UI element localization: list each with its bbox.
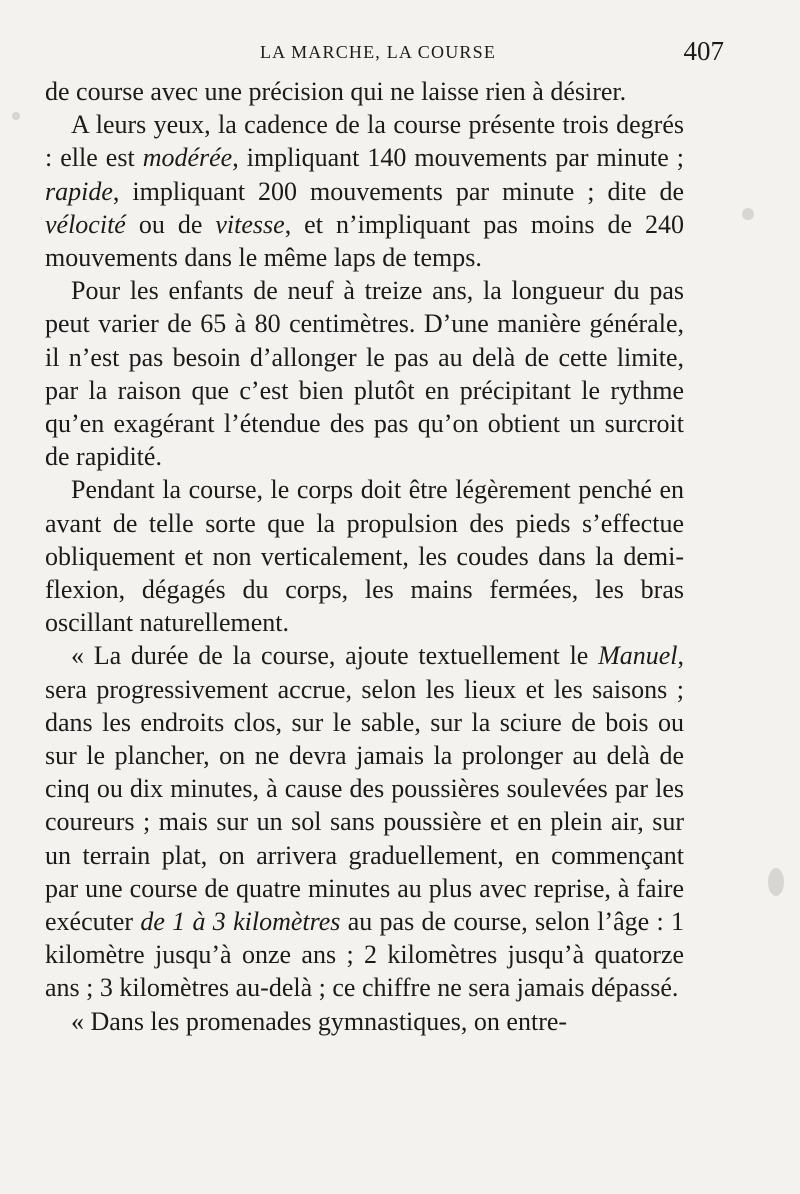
text-run: Pendant la course, le corps doit être légèrement penché en avant de telle sorte que la propulsion des pieds s’effectue obliquement et non verticalement, les coudes dans la demi-flexion, dégagés du corps, les mains fermées, les bras oscillant naturellement. [45,475,684,638]
text-run: au pas de course, selon l’âge : 1 kilomètre jusqu’à onze ans ; 2 kilomètres jusqu’à quatorze ans ; 3 kilomètres au-delà ; ce chiffre ne sera jamais dépassé. [45,907,684,1003]
text-run: « Dans les promenades gymnastiques, on entre- [71,1006,568,1036]
paper-spot [742,208,754,220]
paragraph [45,274,684,473]
paper-spot [12,112,20,120]
text-run: Pour les enfants de neuf à treize ans, la longueur du pas peut varier de 65 à 80 centimètres. D’une manière générale, il n’est pas besoin d’allonger le pas au delà de cette limite, par la raison que c’est bien plutôt en précipitant le rythme qu’en exagérant l’étendue des pas qu’on obtient un surcroit de rapidité. [45,276,684,472]
italic-text: rapide [45,176,113,206]
running-title: LA MARCHE, LA COURSE [259,42,497,62]
italic-text: modérée [142,143,233,173]
text-run: , et n’impliquant pas moins de 240 mouvements dans le même laps de temps. [45,209,685,273]
text-run: , impliquant 200 mouvements par minute ; dite de [112,176,684,206]
text-run: « La durée de la course, ajoute textuellement le [71,641,599,671]
text-run: , impliquant 140 mouvements par minute ; [232,143,684,173]
italic-text: vélocité [45,209,126,239]
paragraph [45,473,684,639]
running-head [48,36,724,68]
italic-text: de 1 à 3 kilomètres [140,907,341,937]
paper-spot [768,868,784,896]
page-number: 407 [683,36,724,66]
text-run: , sera progressivement accrue, selon les lieux et les saisons ; dans les endroits clos, sur le sable, sur la sciure de bois ou sur le plancher, on ne devra jamais la prolonger au delà de cinq ou dix minutes, à cause des poussières soulevées par les coureurs ; mais sur un sol sans poussière et en plein air, sur un terrain plat, on arrivera graduellement, en commençant par une course de quatre minutes au plus avec reprise, à faire exécuter [45,641,684,937]
paragraph [45,639,684,1004]
italic-text: Manuel [598,641,678,671]
paragraph [45,1005,684,1038]
text-run: ou de [125,209,216,239]
text-run: de course avec une précision qui ne laisse rien à désirer. [45,77,627,106]
text-run: A leurs yeux, la cadence de la course présente trois degrés : elle est [45,110,684,173]
italic-text: vitesse [215,209,285,239]
paragraph [45,108,684,274]
body-text [45,75,684,1038]
paragraph [45,75,684,108]
